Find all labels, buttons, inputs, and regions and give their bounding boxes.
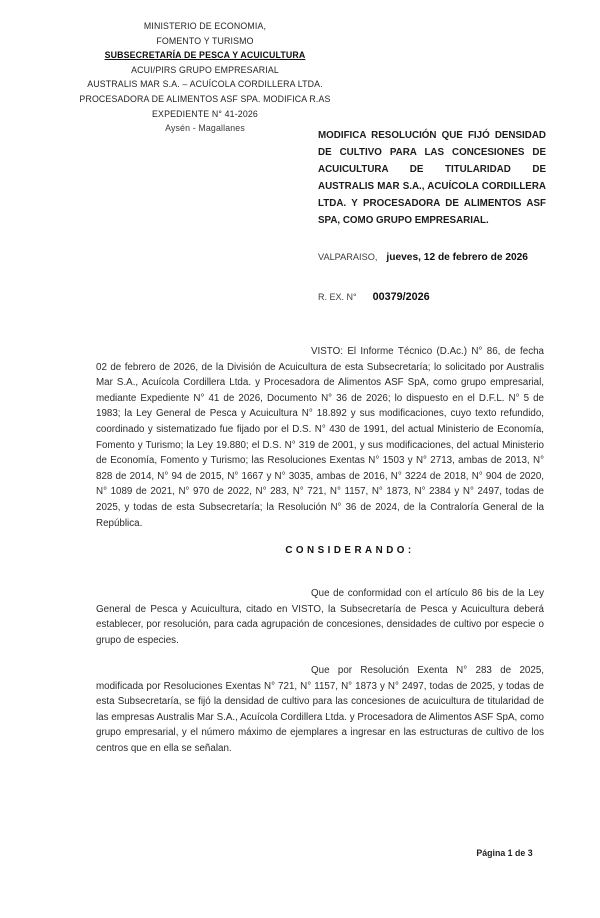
- letterhead-expediente: EXPEDIENTE N° 41-2026: [152, 108, 258, 119]
- resolution-label: R. EX. N°: [318, 292, 357, 302]
- resolution-number-row: [318, 291, 558, 303]
- dateline-date: jueves, 12 de febrero de 2026: [386, 252, 528, 263]
- page-indicator: Página 1 de 3: [476, 848, 533, 858]
- dateline: [318, 252, 558, 263]
- letterhead-company-line2: PROCESADORA DE ALIMENTOS ASF SPA. MODIFICA R.AS: [79, 93, 331, 104]
- letterhead: [25, 19, 385, 136]
- letterhead-division: ACUI/PIRS GRUPO EMPRESARIAL: [131, 64, 279, 75]
- considerando-paragraph-2: Que por Resolución Exenta N° 283 de 2025, modificada por Resoluciones Exentas N° 721, N° 1157, N° 1873 y N° 2497, todas de 2025, y todas de esta Subsecretaría, se fijó la densidad de cultivo para las concesiones de acuicultura de titularidad de las empresas Australis Mar S.A., Acuícola Cordillera Ltda. y Procesadora de Alimentos ASF SpA, como grupo empresarial, y el número máximo de ejemplares a ingresar en las estructuras de cultivo de los centros que en ella se señalan.: [96, 665, 544, 754]
- letterhead-ministry-line1: MINISTERIO DE ECONOMIA,: [143, 21, 267, 31]
- visto-paragraph: VISTO: El Informe Técnico (D.Ac.) N° 86, de fecha 02 de febrero de 2026, de la División de Acuicultura de esta Subsecretaría; lo solicitado por Australis Mar S.A., Acuícola Cordillera Ltda. y Procesadora de Alimentos ASF SpA, como grupo empresarial, mediante Expediente N° 41 de 2026, Documento N° 36 de 2026; lo dispuesto en el D.F.L. N° 5 de 1983; la Ley General de Pesca y Acuicultura N° 18.892 y sus modificaciones, cuyo texto refundido, coordinado y sistematizado fue fijado por el D.S. N° 430 de 1991, del actual Ministerio de Economía, Fomento y Turismo; la Ley 19.880; el D.S. N° 319 de 2001, y sus modificaciones, del actual Ministerio de Economía, Fomento y Turismo; las Resoluciones Exentas N° 1503 y N° 2713, ambas de 2013, N° 828 de 2014, N° 94 de 2015, N° 1667 y N° 3035, ambas de 2016, N° 3224 de 2018, N° 904 de 2020, N° 1089 de 2021, N° 970 de 2022, N° 283, N° 721, N° 1157, N° 1873, N° 2384 y N° 2497, todas de 2025, y todas de esta Subsecretaría; la Resolución N° 36 de 2024, de la Contraloría General de la República.: [96, 346, 544, 529]
- dateline-city: VALPARAISO,: [318, 252, 378, 262]
- document-title: MODIFICA RESOLUCIÓN QUE FIJÓ DENSIDAD DE CULTIVO PARA LAS CONCESIONES DE ACUICULTURA DE TITULARIDAD DE AUSTRALIS MAR S.A., ACUÍCOLA CORDILLERA LTDA. Y PROCESADORA DE ALIMENTOS ASF SPA, COMO GRUPO EMPRESARIAL.: [318, 130, 546, 226]
- considerando-heading: CONSIDERANDO:: [285, 545, 415, 556]
- letterhead-subsecretaria: SUBSECRETARÍA DE PESCA Y ACUICULTURA: [104, 50, 306, 61]
- letterhead-company-line1: AUSTRALIS MAR S.A. – ACUÍCOLA CORDILLERA LTDA.: [87, 79, 323, 90]
- considerando-paragraph-1: Que de conformidad con el artículo 86 bis de la Ley General de Pesca y Acuicultura, citado en VISTO, la Subsecretaría de Pesca y Acuicultura deberá establecer, por resolución, para cada agrupación de concesiones, densidades de cultivo por especie o grupo de especies.: [96, 588, 544, 646]
- letterhead-regions: Aysén - Magallanes: [165, 123, 245, 134]
- resolution-number: 00379/2026: [372, 291, 430, 303]
- letterhead-ministry-line2: FOMENTO Y TURISMO: [156, 35, 254, 46]
